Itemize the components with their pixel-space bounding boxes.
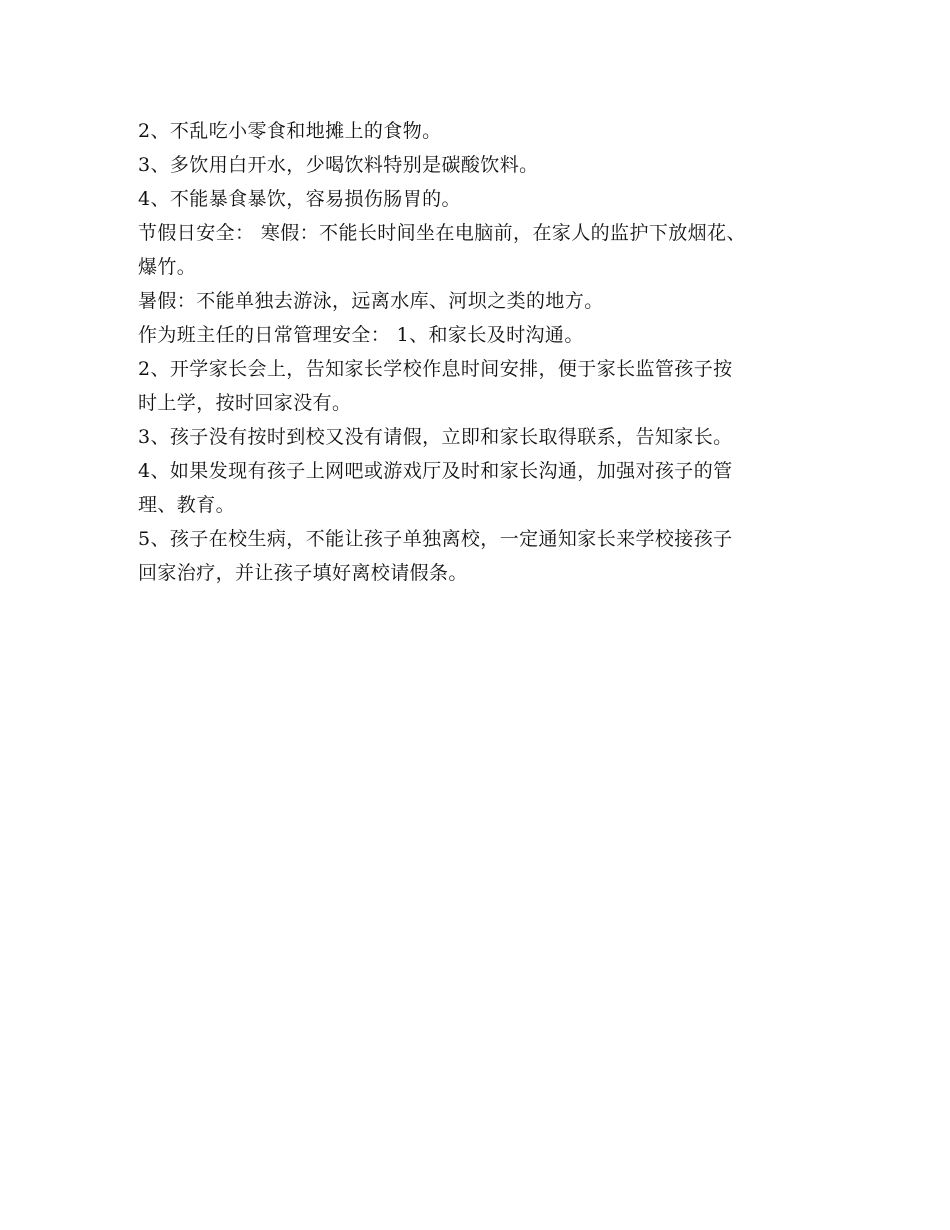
text-line-diet-4: 4、不能暴食暴饮，容易损伤肠胃的。 (138, 188, 461, 210)
text-line-management-4: 4、如果发现有孩子上网吧或游戏厅及时和家长沟通，加强对孩子的管 (138, 460, 733, 482)
text-line-diet-2: 2、不乱吃小零食和地摊上的食物。 (138, 120, 442, 142)
text-line-management-5-cont: 回家治疗，并让孩子填好离校请假条。 (138, 562, 468, 584)
document-body (138, 114, 828, 590)
text-line-management-5: 5、孩子在校生病，不能让孩子单独离校，一定通知家长来学校接孩子 (138, 528, 733, 550)
text-line-holiday-safety: 节假日安全： 寒假：不能长时间坐在电脑前，在家人的监护下放烟花、 (138, 222, 746, 244)
text-line-management-4-cont: 理、教育。 (138, 494, 236, 516)
text-line-summer-vacation: 暑假：不能单独去游泳，远离水库、河坝之类的地方。 (138, 290, 604, 312)
text-line-diet-3: 3、多饮用白开水，少喝饮料特别是碳酸饮料。 (138, 154, 539, 176)
text-line-teacher-management: 作为班主任的日常管理安全： 1、和家长及时沟通。 (138, 324, 584, 346)
text-line-management-3: 3、孩子没有按时到校又没有请假，立即和家长取得联系，告知家长。 (138, 426, 733, 448)
text-line-management-2-cont: 时上学，按时回家没有。 (138, 392, 352, 414)
text-line-holiday-safety-cont: 爆竹。 (138, 256, 197, 278)
text-line-management-2: 2、开学家长会上，告知家长学校作息时间安排，便于家长监管孩子按 (138, 358, 733, 380)
